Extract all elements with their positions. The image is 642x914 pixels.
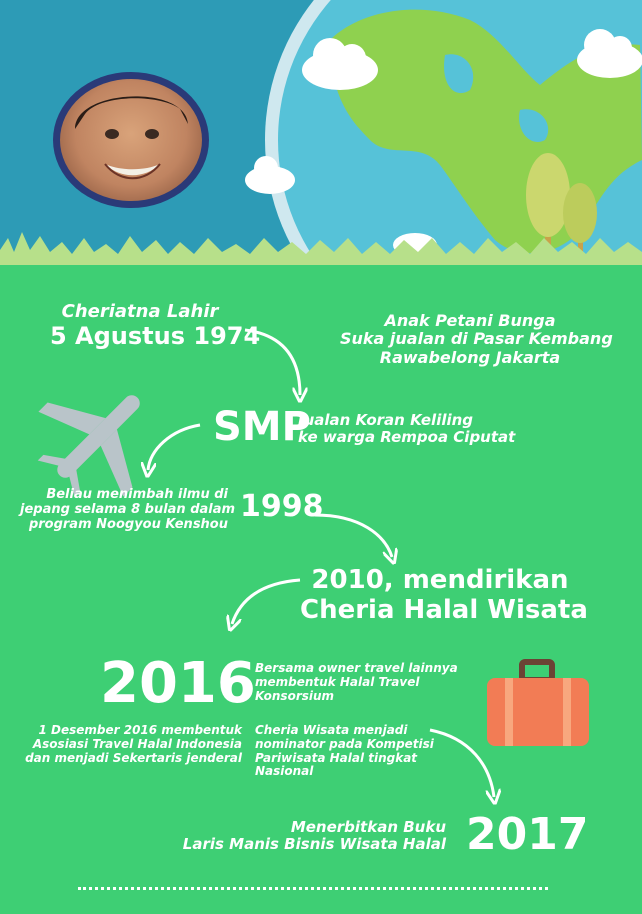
- japan-line3: program Noogyou Kenshou: [28, 516, 228, 532]
- consortium-line3: Konsorsium: [255, 688, 335, 703]
- childhood-line2: Suka jualan di Pasar Kembang: [340, 329, 613, 349]
- smp-line1: Jualan Koran Keliling: [298, 411, 474, 429]
- nominee-line1: Cheria Wisata menjadi: [255, 723, 408, 737]
- arrow-3: [315, 515, 392, 557]
- smp-line2: ke warga Rempoa Ciputat: [298, 428, 516, 447]
- association-line3: dan menjadi Sekertaris jenderal: [25, 750, 242, 765]
- arrow-2: [148, 425, 200, 470]
- smp-block: [298, 412, 515, 447]
- arrow-4: [232, 580, 300, 624]
- dotted-divider: [78, 887, 548, 890]
- consortium-line1: Bersama owner travel lainnya: [255, 661, 458, 675]
- year-1998: 1998: [240, 489, 324, 524]
- book-line2: Laris Manis Bisnis Wisata Halal: [182, 835, 446, 854]
- book-block: [180, 819, 446, 854]
- year-2017: 2017: [466, 809, 589, 860]
- founding-block: [300, 565, 588, 626]
- book-line1: Menerbitkan Buku: [290, 818, 446, 836]
- association-block: [20, 724, 242, 765]
- nominee-line2: nominator pada Kompetisi: [255, 736, 434, 751]
- founding-line1: 2010, mendirikan: [311, 565, 569, 595]
- suitcase-icon: [487, 662, 589, 746]
- childhood-line3: Rawabelong Jakarta: [379, 347, 561, 367]
- birth-block: [50, 301, 261, 350]
- japan-block: [20, 487, 236, 533]
- japan-line1: Beliau menimbah ilmu di: [46, 487, 228, 502]
- nominee-line4: Nasional: [255, 764, 314, 779]
- nominee-block: [255, 724, 434, 779]
- association-line1: 1 Desember 2016 membentuk: [38, 723, 242, 737]
- childhood-line1: Anak Petani Bunga: [384, 311, 556, 330]
- japan-line2: jepang selama 8 bulan dalam: [20, 501, 236, 517]
- year-2016: 2016: [100, 651, 256, 716]
- birth-date: 5 Agustus 1974: [50, 321, 261, 350]
- arrow-5: [430, 730, 494, 797]
- consortium-block: [255, 662, 458, 703]
- consortium-line2: membentuk Halal Travel: [255, 674, 420, 689]
- association-line2: Asosiasi Travel Halal Indonesia: [32, 736, 242, 751]
- founding-line2: Cheria Halal Wisata: [300, 594, 588, 625]
- birth-line1: Cheriatna Lahir: [61, 301, 219, 322]
- smp-heading: SMP: [213, 404, 311, 450]
- nominee-line3: Pariwisata Halal tingkat: [255, 750, 418, 765]
- childhood-block: [340, 311, 613, 367]
